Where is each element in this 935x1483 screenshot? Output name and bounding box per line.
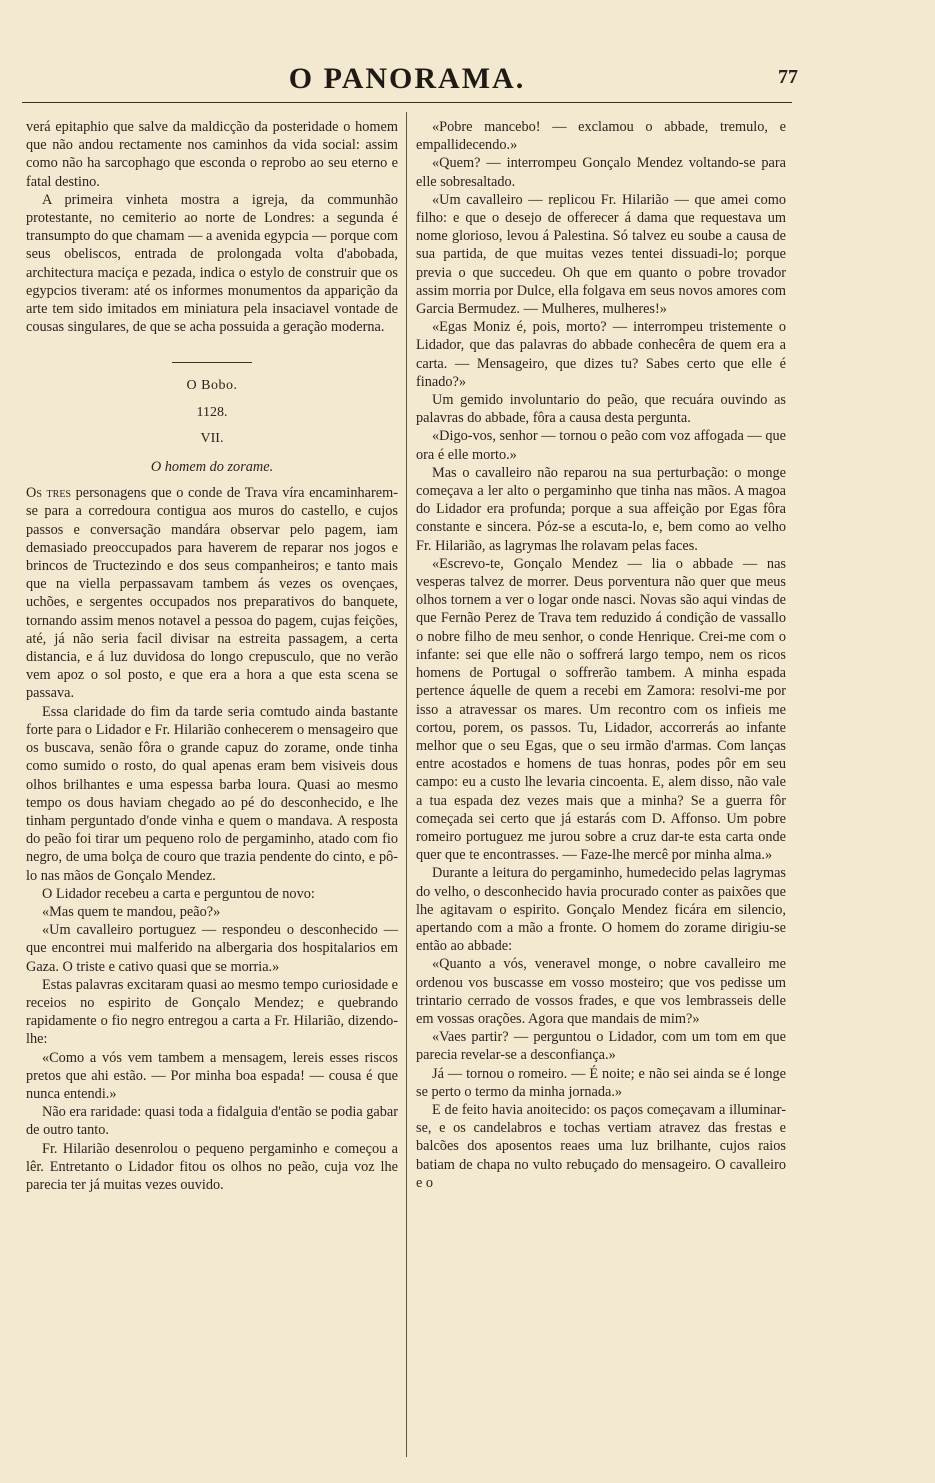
paragraph: [26, 484, 398, 702]
paragraph: Não era raridade: quasi toda a fidalguia d'então se podia gabar de outro tanto.: [26, 1104, 398, 1139]
paragraph: Estas palavras excitaram quasi ao mesmo tempo curiosidade e receios no espirito de Gonçalo Mendez; e quebrando rapidamente o fio negro entregou a carta a Fr. Hilarião, dizendo-lhe:: [26, 976, 398, 1048]
paragraph: A primeira vinheta mostra a igreja, da communhão protestante, no cemiterio ao norte de Londres: a segunda é transumpto do que chamam — a avenida egypcia — porque com seus obeliscos, entrada de prolongada volta d'abobada, architectura maciça e pezada, indica o estylo de construir que os egypcios tiveram: até os informes monumentos da apparição da arte tem sido imitados em miniatura pela insaciavel vontade de cousas singulares, de que se acha possuida a geração moderna.: [26, 191, 398, 336]
paragraph: «Vaes partir? — perguntou o Lidador, com um tom em que parecia revelar-se a desconfiança.»: [416, 1029, 786, 1064]
paragraph: Durante a leitura do pergaminho, humedecido pelas lagrymas do velho, o desconhecido havia procurado conter as paixões que lhe agitavam o espirito. Gonçalo Mendez ficára em silencio, apertando com a mão a fronte. O homem do zorame dirigiu-se então ao abbade:: [416, 865, 786, 955]
paragraph: Essa claridade do fim da tarde seria comtudo ainda bastante forte para o Lidador e Fr. Hilarião conhecerem o mensageiro que os buscava, senão fôra o grande capuz do zorame, onde tinha como sumido o rosto, do qual apenas eram bem visiveis dous olhos brilhantes e uma espessa barba loura. Quasi ao mesmo tempo os dous haviam chegado ao pé do desconhecido, e lhe tinham perguntado d'onde vinha e quem o mandava. A resposta do peão foi tirar um pequeno rolo de pergaminho, atado com fio negro, de uma bolça de couro que trazia pendente do cinto, e pô-lo nas mãos de Gonçalo Mendez.: [26, 703, 398, 884]
paragraph: «Digo-vos, senhor — tornou o peão com voz affogada — que ora é elle morto.»: [416, 428, 786, 463]
page-number: 77: [778, 66, 798, 88]
header-rule: [22, 102, 792, 103]
chapter-subtitle: O homem do zorame.: [150, 459, 274, 476]
section-year: 1128.: [196, 404, 228, 420]
paragraph: O Lidador recebeu a carta e perguntou de novo:: [42, 885, 315, 902]
section-heading: O Bobo.: [186, 378, 238, 394]
left-column: [26, 118, 398, 1194]
paragraph: Um gemido involuntario do peão, que recuára ouvindo as palavras do abbade, fôra a causa desta pergunta.: [416, 392, 786, 427]
paragraph: E de feito havia anoitecido: os paços começavam a illuminar-se, e os candelabros e tochas vertiam atravez das frestas e balcões dos aposentos reaes uma luz brilhante, cujos raios batiam de chapa no vulto rebuçado do mensageiro. O cavalleiro e o: [416, 1101, 786, 1191]
paragraph: «Pobre mancebo! — exclamou o abbade, tremulo, e empallidecendo.»: [416, 119, 786, 154]
chapter-number: VII.: [200, 430, 224, 446]
paragraph-lead: Os tres: [26, 485, 71, 502]
column-divider: [406, 112, 407, 1457]
paragraph: «Como a vós vem tambem a mensagem, lereis esses riscos pretos que ahi estão. — Por minha boa espada! — cousa é que nunca entendi.»: [26, 1049, 398, 1102]
right-column: [416, 118, 786, 1192]
paragraph: «Escrevo-te, Gonçalo Mendez — lia o abbade — nas vesperas talvez de morrer. Deus porventura não quer que meus olhos tornem a ver o logar onde nasci. Novas são aqui vindas de que Fernão Perez de Trava tem reduzido á condição de vassallo o nobre filho de meu senhor, o conde Henrique. Crei-me com o infante: sei que elle não o soffrerá largo tempo, nem os ricos homens de Portugal o soffrerão tambem. A minha espada pertence áquelle de quem a recebi em Zamora: resolvi-me por isso a atravessar os mares. Um recontro com os infieis me cortou, porem, os passos. Tu, Lidador, accorrerás ao infante melhor que o seu Egas, que o seu irmão d'armas. Com lanças entre acostados e homens de tuas honras, podes pôr em seu campo: eu a custo lhe levaria cincoenta. E, alem disso, não vale a tua espada dez vezes mais que a minha? Se a guerra fôr começada sei certo que já estarás com D. Affonso. Um pobre romeiro portuguez me jurou sobre a cruz dar-te esta carta onde quer que te encontrasses. — Faze-lhe mercê por minha alma.»: [416, 555, 786, 864]
page-header: [22, 62, 798, 102]
section-separator: [172, 362, 252, 363]
paragraph: «Um cavalleiro portuguez — respondeu o desconhecido — que encontrei mui malferido na albergaria dos hospitalarios em Gaza. O triste e cativo quasi que se morria.»: [26, 922, 398, 975]
paragraph: «Egas Moniz é, pois, morto? — interrompeu tristemente o Lidador, que das palavras do abbade conhecêra de quem era a carta. — Mensageiro, que dizes tu? Sabes certo que elle é finado?»: [416, 319, 786, 390]
paragraph: «Um cavalleiro — replicou Fr. Hilarião — que amei como filho: e que o desejo de offerecer á dama que requestava um nome glorioso, levou á Palestina. Só talvez eu soube a causa de sua partida, de que muitas vezes tentei dissuadi-lo; porque previa o que succedeu. Oh que em quanto o pobre trovador assim morria por Dulce, ella folgava em seus novos amores com Garcia Bermudez. — Mulheres, mulheres!»: [416, 191, 786, 318]
paragraph-rest: personagens que o conde de Trava víra encaminharem-se para a corredoura contigua aos muros do castello, e cujos passos e conversação mandára observar pelo pagem, iam demasiado preoccupados para haverem de reparar nos jogos e brincos de Tructezindo e dos seus companheiros; e tanto mais que na viella perpassavam tambem ás vezes os ovençaes, uchões, e sergentes occupados nos preparativos do banquete, tornando assim menos notavel a pessoa do pagem, cujas feições, até, já não seria facil divisar na estreita passagem, a certa distancia, e á luz duvidosa do longo crepusculo, que no verão vem apoz o sol posto, e que era a hora a que esta scena se passava.: [26, 485, 398, 702]
paragraph: «Mas quem te mandou, peão?»: [42, 903, 221, 920]
paragraph: Já — tornou o romeiro. — É noite; e não sei ainda se é longe se perto o termo da minha jornada.»: [416, 1065, 786, 1100]
paragraph: verá epitaphio que salve da maldicção da posteridade o homem que não andou rectamente nos caminhos da vida social: assim como não ha sarcophago que esconda o reprobo ao seu eterno e fatal destino.: [26, 119, 398, 190]
masthead-title: O PANORAMA.: [288, 62, 526, 95]
paragraph: Mas o cavalleiro não reparou na sua perturbação: o monge começava a ler alto o pergaminho que tinha nas mãos. A magoa do Lidador era profunda; porque a sua affeição por Egas fôra constante e sincera. Póz-se a escuta-lo, e, bem como ao velho Fr. Hilarião, as lagrymas lhe rolavam pelas faces.: [416, 464, 786, 554]
paragraph: «Quanto a vós, veneravel monge, o nobre cavalleiro me ordenou vos buscasse em vosso mosteiro; que vos pedisse um trintario cerrado de vossos frades, e que vos lembrasseis delle em vossas orações. Agora que mandais de mim?»: [416, 956, 786, 1027]
paragraph: Fr. Hilarião desenrolou o pequeno pergaminho e começou a lêr. Entretanto o Lidador fitou os olhos no peão, cuja voz lhe parecia ter já muitas vezes ouvido.: [26, 1140, 398, 1193]
paragraph: «Quem? — interrompeu Gonçalo Mendez voltando-se para elle sobresaltado.: [416, 155, 786, 190]
